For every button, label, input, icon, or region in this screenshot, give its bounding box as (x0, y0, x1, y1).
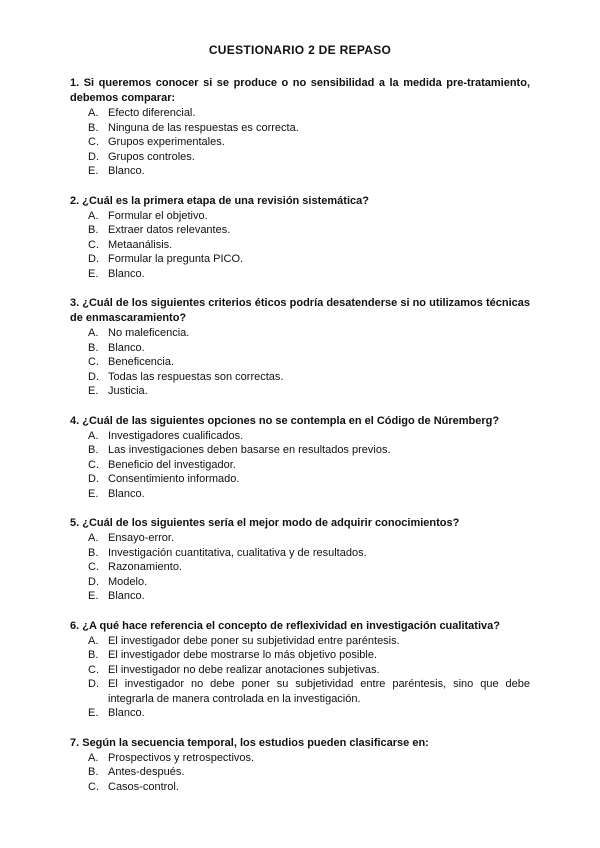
option-text: Ensayo-error. (108, 532, 175, 544)
answer-option (70, 384, 530, 399)
option-list (70, 531, 530, 604)
option-letter: B. (88, 341, 99, 354)
answer-option (70, 677, 530, 706)
option-letter: E. (88, 267, 99, 280)
option-text: Justicia. (108, 385, 148, 397)
option-letter: E. (88, 707, 99, 719)
question-text: 4. ¿Cuál de las siguientes opciones no se contempla en el Código de Núremberg? (70, 414, 500, 427)
option-text: Metaanálisis. (108, 238, 173, 251)
answer-option (70, 560, 530, 575)
answer-option (70, 429, 530, 444)
option-letter: E. (88, 385, 99, 397)
question-text: 3. ¿Cuál de los siguientes criterios éticos podría desatenderse si no utilizamos técnicas de enmascaramiento? (70, 297, 530, 324)
option-text: Blanco. (108, 165, 145, 177)
option-letter: A. (88, 327, 99, 339)
answer-option (70, 575, 530, 590)
option-letter: D. (88, 370, 99, 383)
option-text: Blanco. (108, 341, 145, 354)
option-text: Beneficencia. (108, 356, 175, 368)
option-text: El investigador debe mostrarse lo más objetivo posible. (108, 649, 378, 661)
answer-option (70, 765, 530, 780)
option-letter: B. (88, 766, 99, 778)
option-text: Blanco. (108, 590, 145, 602)
option-letter: A. (88, 532, 99, 544)
answer-option (70, 531, 530, 546)
answer-option (70, 121, 530, 136)
question-1 (70, 76, 530, 179)
option-list (70, 429, 530, 502)
answer-option (70, 458, 530, 473)
answer-option (70, 326, 530, 341)
option-letter: A. (88, 634, 99, 647)
option-letter: E. (88, 487, 99, 500)
option-letter: A. (88, 209, 99, 222)
option-letter: D. (88, 678, 99, 690)
option-letter: A. (88, 751, 99, 764)
option-text: Formular la pregunta PICO. (108, 253, 244, 265)
option-letter: B. (88, 224, 99, 236)
option-letter: E. (88, 165, 99, 177)
option-text: Formular el objetivo. (108, 209, 208, 222)
option-text: Blanco. (108, 267, 145, 280)
answer-option (70, 252, 530, 267)
option-text: Prospectivos y retrospectivos. (108, 751, 255, 764)
question-6 (70, 619, 530, 721)
option-letter: C. (88, 780, 99, 793)
answer-option (70, 487, 530, 502)
question-2 (70, 194, 530, 282)
option-letter: C. (88, 238, 99, 251)
option-text: Blanco. (108, 707, 145, 719)
option-text: Efecto diferencial. (108, 107, 196, 119)
option-text: Las investigaciones deben basarse en resultados previos. (108, 444, 391, 456)
page-title: CUESTIONARIO 2 DE REPASO (208, 43, 392, 57)
answer-option (70, 634, 530, 649)
option-text: Beneficio del investigador. (108, 458, 236, 471)
answer-option (70, 135, 530, 150)
option-letter: B. (88, 444, 99, 456)
answer-option (70, 341, 530, 356)
option-letter: B. (88, 649, 99, 661)
question-text: 2. ¿Cuál es la primera etapa de una revisión sistemática? (70, 194, 369, 207)
option-list (70, 634, 530, 721)
option-text: Antes-después. (108, 766, 185, 778)
answer-option (70, 751, 530, 766)
answer-option (70, 706, 530, 721)
answer-option (70, 663, 530, 678)
option-letter: A. (88, 107, 99, 119)
option-letter: D. (88, 575, 99, 588)
answer-option (70, 150, 530, 165)
option-text: Modelo. (108, 575, 148, 588)
question-5 (70, 516, 530, 604)
option-list (70, 326, 530, 399)
answer-option (70, 106, 530, 121)
option-list (70, 209, 530, 282)
answer-option (70, 370, 530, 385)
option-letter: C. (88, 458, 99, 471)
question-3 (70, 296, 530, 399)
question-text: 1. Si queremos conocer si se produce o no sensibilidad a la medida pre-tratamiento, debemos comparar: (70, 77, 530, 104)
option-letter: D. (88, 473, 99, 485)
option-text: El investigador no debe realizar anotaciones subjetivas. (108, 663, 380, 676)
option-list (70, 751, 530, 795)
answer-option (70, 267, 530, 282)
question-text: 5. ¿Cuál de los siguientes sería el mejor modo de adquirir conocimientos? (70, 517, 460, 529)
answer-option (70, 589, 530, 604)
option-letter: C. (88, 663, 99, 676)
option-letter: A. (88, 429, 99, 442)
option-letter: D. (88, 150, 99, 163)
option-list (70, 106, 530, 179)
option-text: Consentimiento informado. (108, 473, 240, 485)
answer-option (70, 223, 530, 238)
answer-option (70, 355, 530, 370)
option-letter: B. (88, 121, 99, 134)
answer-option (70, 472, 530, 487)
question-4 (70, 414, 530, 502)
option-text: Grupos experimentales. (108, 136, 225, 148)
option-letter: C. (88, 561, 99, 573)
option-letter: E. (88, 590, 99, 602)
option-letter: C. (88, 136, 99, 148)
option-text: Razonamiento. (108, 561, 182, 573)
option-text: El investigador debe poner su subjetividad entre paréntesis. (108, 634, 400, 647)
option-text: Blanco. (108, 487, 145, 500)
option-text: Casos-control. (108, 780, 179, 793)
answer-option (70, 209, 530, 224)
question-7 (70, 736, 530, 795)
option-text: Extraer datos relevantes. (108, 224, 231, 236)
option-text: No maleficencia. (108, 327, 190, 339)
question-text: 7. Según la secuencia temporal, los estudios pueden clasificarse en: (70, 736, 429, 749)
option-text: Todas las respuestas son correctas. (108, 370, 284, 383)
option-letter: C. (88, 356, 99, 368)
option-text: Grupos controles. (108, 150, 195, 163)
option-letter: D. (88, 253, 99, 265)
answer-option (70, 164, 530, 179)
answer-option (70, 238, 530, 253)
option-text: Investigación cuantitativa, cualitativa y de resultados. (108, 546, 367, 559)
question-text: 6. ¿A qué hace referencia el concepto de reflexividad en investigación cualitativa? (70, 619, 500, 632)
option-text: Ninguna de las respuestas es correcta. (108, 121, 299, 134)
question-list (70, 76, 530, 794)
option-text: El investigador no debe poner su subjetividad entre paréntesis, sino que debe integrarla de manera controlada en la investigación. (108, 678, 530, 705)
answer-option (70, 648, 530, 663)
answer-option (70, 443, 530, 458)
answer-option (70, 780, 530, 795)
option-text: Investigadores cualificados. (108, 429, 244, 442)
answer-option (70, 546, 530, 561)
option-letter: B. (88, 546, 99, 559)
